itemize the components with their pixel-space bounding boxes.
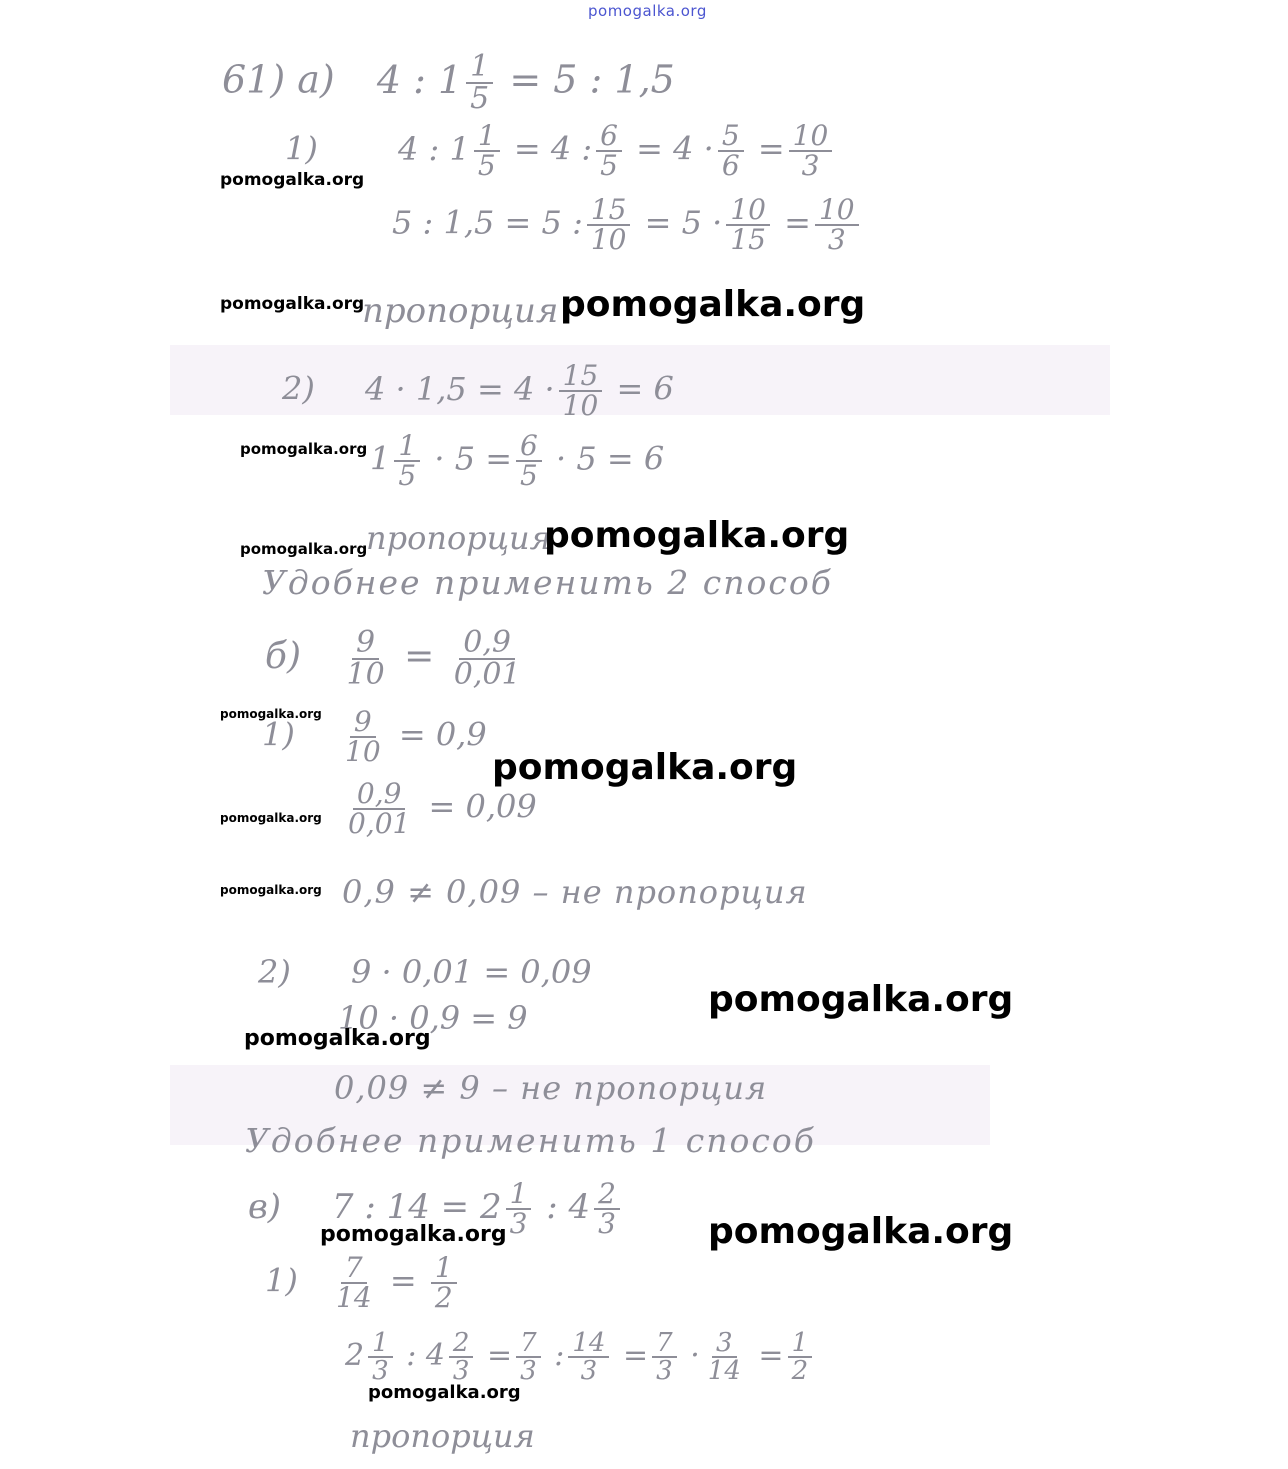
- fraction: $\frac{15}{10}$: [587, 196, 631, 254]
- expression: :: [554, 1338, 565, 1373]
- expression: =: [404, 636, 435, 677]
- fraction: $\frac{14}{3}$: [568, 1330, 609, 1384]
- fraction: $\frac{1}{5}$: [466, 52, 493, 114]
- fraction: $\frac{10}{15}$: [726, 196, 770, 254]
- fraction: $\frac{9}{10}$: [345, 705, 381, 768]
- step-label: 1): [285, 129, 318, 168]
- fraction: $\frac{1}{5}$: [394, 432, 420, 490]
- fraction: $\frac{3}{14}$: [707, 1328, 741, 1386]
- fraction: $\frac{5}{6}$: [718, 122, 744, 180]
- problem-label: 61) а): [222, 57, 335, 102]
- watermark: pomogalka.org: [220, 883, 322, 897]
- conclusion-text: 0,09 ≠ 9 – не пропорция: [334, 1069, 768, 1107]
- step-label: 1): [265, 1261, 298, 1300]
- expression: = 4 ·: [636, 129, 714, 168]
- step-1-line-1: [285, 119, 836, 182]
- fraction: $\frac{7}{14}$: [336, 1251, 372, 1314]
- expression: : 4: [406, 1338, 445, 1373]
- watermark: pomogalka.org: [220, 170, 365, 190]
- fraction: $\frac{1}{5}$: [474, 122, 500, 180]
- expression: = 6: [616, 369, 674, 408]
- fraction: $\frac{6}{5}$: [516, 432, 542, 490]
- expression: =: [623, 1338, 649, 1373]
- fraction: $\frac{1}{2}$: [788, 1330, 813, 1384]
- watermark: pomogalka.org: [240, 540, 368, 558]
- conclusion-text: пропорция: [366, 519, 551, 557]
- step-2-line-2: 10 · 0,9 = 9: [338, 999, 528, 1037]
- conclusion-text: пропорция: [350, 1417, 535, 1455]
- expression: = 5 : 1,5: [509, 57, 675, 102]
- method-note: Удобнее применить 2 способ: [262, 563, 833, 602]
- watermark: pomogalka.org: [240, 440, 368, 458]
- problem-label: в): [248, 1187, 282, 1227]
- expression: =: [757, 129, 785, 168]
- fraction: $\frac{1}{3}$: [368, 1330, 393, 1384]
- watermark: pomogalka.org: [220, 811, 322, 825]
- watermark: pomogalka.org: [708, 979, 1014, 1020]
- header-watermark: pomogalka.org: [588, 2, 707, 20]
- watermark: pomogalka.org: [368, 1382, 521, 1403]
- expression: 5 : 1,5 = 5 :: [392, 203, 583, 242]
- fraction: $\frac{1}{3}$: [506, 1180, 532, 1238]
- fraction: $\frac{0,9}{0,01}$: [348, 777, 411, 840]
- watermark: pomogalka.org: [560, 284, 866, 325]
- method-note: Удобнее применить 1 способ: [245, 1121, 816, 1160]
- step-2-line-1: [258, 953, 592, 991]
- fraction: $\frac{6}{5}$: [596, 122, 622, 180]
- expression: · 5 = 6: [556, 439, 665, 478]
- fraction: $\frac{2}{3}$: [449, 1330, 474, 1384]
- fraction: $\frac{7}{3}$: [516, 1330, 541, 1384]
- problem-61b-heading: [265, 625, 529, 692]
- fraction: $\frac{10}{3}$: [789, 122, 833, 180]
- expression: =: [758, 1338, 784, 1373]
- conclusion-text: 0,9 ≠ 0,09 – не пропорция: [342, 873, 808, 911]
- step-label: 1): [262, 715, 295, 754]
- expression: = 5 ·: [644, 203, 723, 242]
- fraction: $\frac{0,9}{0,01}$: [453, 625, 521, 692]
- fraction: $\frac{1}{2}$: [431, 1254, 457, 1312]
- expression: =: [784, 203, 811, 242]
- watermark: pomogalka.org: [320, 1222, 507, 1247]
- step-label: 2): [258, 953, 291, 991]
- watermark: pomogalka.org: [220, 707, 322, 721]
- fraction: $\frac{15}{10}$: [559, 362, 603, 420]
- watermark: pomogalka.org: [492, 747, 798, 788]
- step-label: 2): [282, 369, 315, 408]
- watermark: pomogalka.org: [244, 1026, 431, 1051]
- problem-label: б): [265, 636, 302, 677]
- expression: = 0,9: [398, 715, 487, 754]
- expression: 4 · 1,5 = 4 ·: [365, 369, 555, 408]
- expression: 9 · 0,01 = 0,09: [351, 953, 592, 991]
- expression: 2: [345, 1338, 365, 1373]
- expression: =: [389, 1261, 417, 1300]
- step-1-line-2: [345, 1330, 816, 1384]
- fraction: $\frac{2}{3}$: [594, 1180, 620, 1238]
- step-1-line-2: [392, 193, 863, 256]
- expression: · 5 =: [434, 439, 513, 478]
- watermark: pomogalka.org: [544, 515, 850, 556]
- step-1-line-1: [265, 1251, 461, 1314]
- step-2-line-1: [282, 359, 674, 422]
- expression: ·: [690, 1338, 700, 1373]
- conclusion-text: пропорция: [362, 291, 559, 331]
- expression: = 0,09: [428, 787, 537, 826]
- fraction: $\frac{9}{10}$: [346, 625, 385, 692]
- expression: 7 : 14 = 2: [331, 1187, 502, 1227]
- watermark: pomogalka.org: [708, 1211, 1014, 1252]
- fraction: $\frac{7}{3}$: [652, 1330, 677, 1384]
- expression: 4 : 1: [376, 57, 463, 102]
- expression: 1: [370, 439, 391, 478]
- expression: : 4: [546, 1187, 591, 1227]
- fraction: $\frac{10}{3}$: [815, 196, 859, 254]
- expression: =: [487, 1338, 513, 1373]
- expression: = 4 :: [513, 129, 593, 168]
- step-2-line-2: [370, 429, 665, 492]
- expression: 4 : 1: [398, 129, 470, 168]
- watermark: pomogalka.org: [220, 294, 365, 314]
- step-1-line-2: [340, 777, 537, 840]
- problem-61a-heading: [222, 49, 675, 116]
